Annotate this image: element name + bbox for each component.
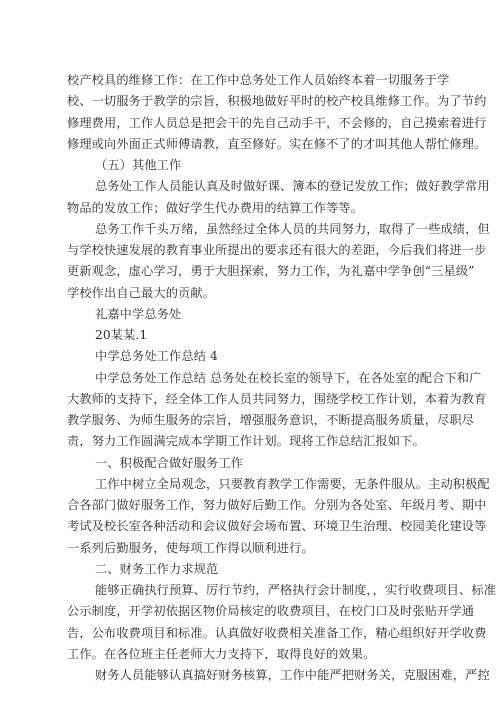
paragraph-line: 教学服务、为师生服务的宗旨，增强服务意识，不断提高服务质量，尽职尽 xyxy=(67,413,475,427)
paragraph-line: 总务处工作人员能认真及时做好课、簿本的登记发放工作；做好教学常用 xyxy=(95,179,490,194)
paragraph-line: 合各部门做好服务工作，努力做好后勤工作。分别为各处室、年级月考、期中 xyxy=(67,498,487,512)
signature-office: 礼嘉中学总务处 xyxy=(95,306,182,321)
paragraph-line: 总务工作千头万绪，虽然经过全体人员的共同努力，取得了一些成绩，但 xyxy=(95,221,490,236)
section-heading: 二、财务工作力求规范 xyxy=(95,561,219,576)
paragraph-line: 公示制度，开学初依据区物价局核定的收费项目，在校门口及时张贴开学通 xyxy=(67,604,475,619)
paragraph-line: 责，努力工作圆满完成本学期工作计划。现将工作总结汇报如下。 xyxy=(67,434,425,449)
paragraph-line: 工作。在各位班主任老师大力支持下，取得良好的效果。 xyxy=(67,646,376,661)
section-heading: 一、积极配合做好服务工作 xyxy=(95,455,244,470)
paragraph-line: 校产校具的维修工作：在工作中总务处工作人员始终本着一切服务于学 xyxy=(67,73,450,87)
paragraph-line: 更新观念，虚心学习，勇于大胆探索，努力工作，为礼嘉中学争创“三星级” xyxy=(67,264,475,279)
paragraph-line: 修理费用，工作人员总是把会干的先自己动手干，不会修的，自己摸索着进行 xyxy=(67,115,487,130)
paragraph-line: 校、一切服务于教学的宗旨，积极地做好平时的校产校具维修工作。为了节约 xyxy=(67,94,487,109)
paragraph-line: 与学校快速发展的教育事业所提出的要求还有很大的差距，今后我们将进一步 xyxy=(67,243,487,257)
paragraph-line: 大教师的支持下，经全体工作人员共同努力，围绕学校工作计划，本着为教育 xyxy=(67,391,487,406)
paragraph-line: 修理或向外面正式师傅请教，直至修好。实在修不了的才叫其他人帮忙修理。 xyxy=(67,136,487,151)
paragraph-line: 告，公布收费项目和标准。认真做好收费相关准备工作，精心组织好开学收费 xyxy=(67,625,487,640)
paragraph-line: 中学总务处工作总结 总务处在校长室的领导下，在各处室的配合下和广 xyxy=(95,370,482,385)
paragraph-line: 考试及校长室各种活动和会议做好会场布置、环境卫生治理、校园美化建设等 xyxy=(67,519,487,534)
paragraph-line: 工作中树立全局观念，只要教育教学工作需要，无条件服从。主动积极配 xyxy=(95,476,490,491)
paragraph-line: 财务人员能够认真搞好财务核算，工作中能严把财务关，克服困难，严控 xyxy=(95,668,490,682)
paragraph-line: 一系列后勤服务，使每项工作得以顺利进行。 xyxy=(67,540,314,555)
paragraph-line: 学校作出自己最大的贡献。 xyxy=(67,285,216,300)
document-title: 中学总务处工作总结 4 xyxy=(95,349,218,364)
signature-date: 20某某.1 xyxy=(95,328,148,342)
paragraph-line: 物品的发放工作；做好学生代办费用的结算工作等等。 xyxy=(67,200,364,215)
paragraph-line: 能够正确执行预算、厉行节约，严格执行会计制度，，实行收费项目、标准 xyxy=(95,583,497,597)
section-heading: （五）其他工作 xyxy=(95,158,182,172)
